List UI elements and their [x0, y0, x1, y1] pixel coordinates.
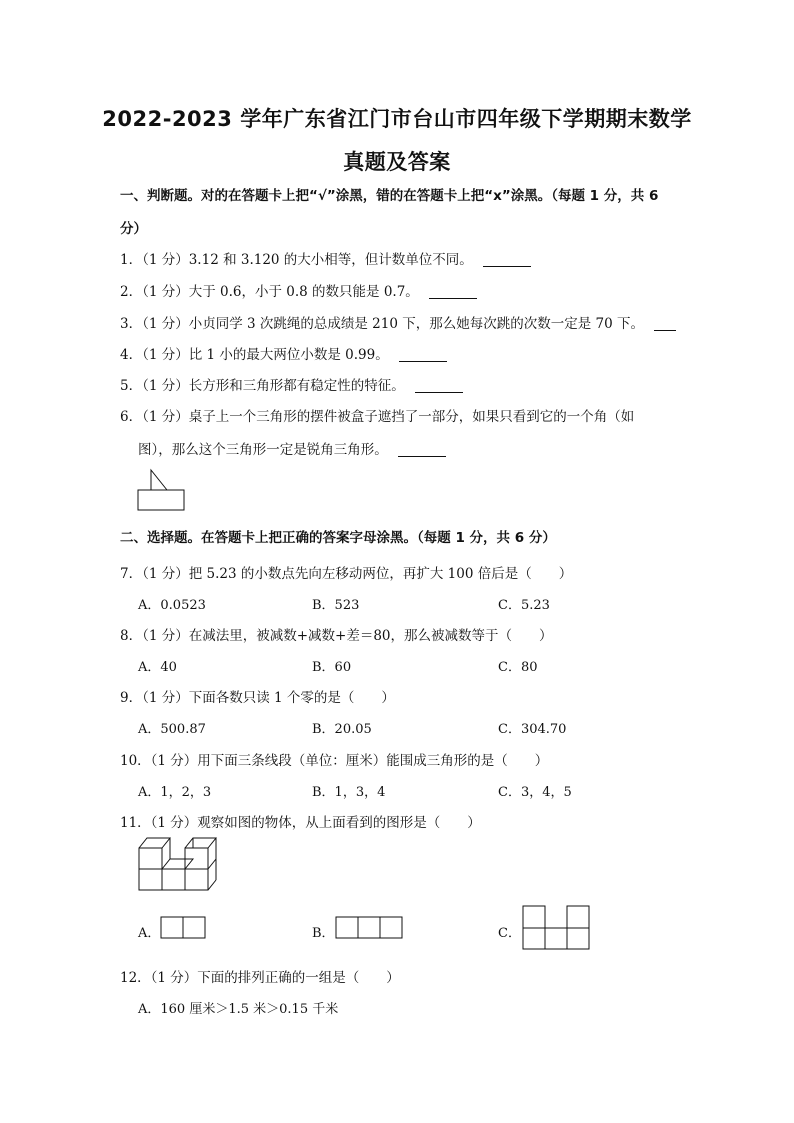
- option-b: B．20.05: [312, 722, 372, 737]
- question-1: [120, 248, 531, 268]
- option-a: A．1，2，3: [138, 785, 212, 800]
- option-a: A．160 厘米＞1.5 米＞0.15 千米: [138, 1002, 339, 1017]
- triangle-behind-box-figure: [135, 468, 187, 514]
- option-c: C．80: [498, 660, 538, 675]
- question-7: 7．（1 分）把 5.23 的小数点先向左移动两位，再扩大 100 倍后是（ ）: [120, 566, 573, 582]
- question-text: 1．（1 分）3.12 和 3.120 的大小相等，但计数单位不同。: [120, 252, 473, 268]
- question-10: 10．（1 分）用下面三条线段（单位：厘米）能围成三角形的是（ ）: [120, 753, 549, 769]
- question-text: 5．（1 分）长方形和三角形都有稳定性的特征。: [120, 378, 405, 394]
- option-a: A．500.87: [138, 722, 206, 737]
- option-c: C．: [498, 926, 521, 941]
- answer-blank: [399, 347, 447, 362]
- option-b: B．60: [312, 660, 352, 675]
- question-text: 6．（1 分）桌子上一个三角形的摆件被盒子遮挡了一部分，如果只看到它的一个角（如: [120, 409, 635, 425]
- question-3: [120, 312, 676, 332]
- section-heading-choice: 二、选择题。在答题卡上把正确的答案字母涂黑。（每题 1 分，共 6 分）: [120, 530, 556, 546]
- option-b: B．1，3，4: [312, 785, 386, 800]
- question-12: 12．（1 分）下面的排列正确的一组是（ ）: [120, 970, 400, 986]
- option-b: B．: [312, 926, 335, 941]
- option-c: C．304.70: [498, 722, 567, 737]
- option-a-shape: [160, 916, 206, 940]
- answer-blank: [415, 378, 463, 393]
- question-text: 3．（1 分）小贞同学 3 次跳绳的总成绩是 210 下，那么她每次跳的次数一定是 70 下。: [120, 316, 645, 332]
- question-8: 8．（1 分）在减法里，被减数+减数+差＝80，那么被减数等于（ ）: [120, 628, 553, 644]
- question-11: 11．（1 分）观察如图的物体，从上面看到的图形是（ ）: [120, 815, 481, 831]
- page-title-line2: 真题及答案: [343, 150, 451, 174]
- page-title-line1: 2022-2023 学年广东省江门市台山市四年级下学期期末数学: [102, 107, 692, 131]
- question-2: [120, 280, 477, 300]
- option-a: A．: [138, 926, 161, 941]
- option-a: A．0.0523: [138, 598, 206, 613]
- question-text: 图），那么这个三角形一定是锐角三角形。: [138, 442, 388, 458]
- answer-blank: [398, 442, 446, 457]
- question-4: [120, 343, 447, 363]
- question-5: [120, 374, 463, 394]
- answer-blank: [429, 284, 477, 299]
- question-text: 2．（1 分）大于 0.6，小于 0.8 的数只能是 0.7。: [120, 284, 419, 300]
- cube-stack-figure: [138, 836, 218, 892]
- question-text: 4．（1 分）比 1 小的最大两位小数是 0.99。: [120, 347, 389, 363]
- option-c-shape: [522, 905, 590, 951]
- option-c: C．3，4，5: [498, 785, 572, 800]
- option-c: C．5.23: [498, 598, 550, 613]
- option-b-shape: [335, 916, 403, 940]
- option-a: A．40: [138, 660, 177, 675]
- question-9: 9．（1 分）下面各数只读 1 个零的是（ ）: [120, 690, 395, 706]
- answer-blank: [654, 316, 676, 331]
- question-6: [120, 405, 634, 425]
- question-6-line2: [138, 438, 446, 458]
- section-heading-judge: 一、判断题。对的在答题卡上把“√”涂黑，错的在答题卡上把“x”涂黑。（每题 1 分，共 6 分）: [120, 188, 659, 237]
- answer-blank: [483, 252, 531, 267]
- option-b: B．523: [312, 598, 360, 613]
